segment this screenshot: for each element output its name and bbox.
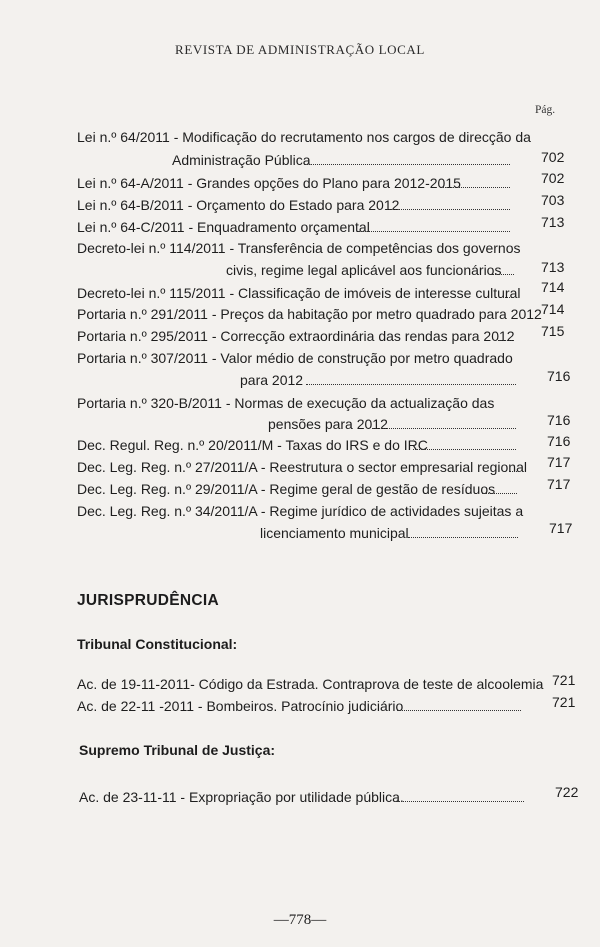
toc-entry-text: Ac. de 22-11 -2011 - Bombeiros. Patrocínio judiciário: [77, 698, 404, 714]
toc-entry-text: Lei n.º 64/2011 - Modificação do recrutamento nos cargos de direcção da: [77, 129, 531, 145]
toc-entry-text: Portaria n.º 307/2011 - Valor médio de construção por metro quadrado: [77, 350, 513, 366]
toc-entry-text: Decreto-lei n.º 115/2011 - Classificação de imóveis de interesse cultural: [77, 285, 521, 301]
leader-dots: [440, 187, 510, 188]
page-column-label: Pág.: [535, 104, 556, 116]
toc-page-number: 714: [541, 301, 565, 317]
toc-page-number: 702: [541, 170, 565, 186]
toc-entry-text: Portaria n.º 295/2011 - Correcção extraordinária das rendas para 2012: [77, 328, 515, 344]
subsection-title-supremo-tribunal: Supremo Tribunal de Justiça:: [79, 742, 276, 758]
leader-dots: [498, 340, 514, 341]
leader-dots: [492, 274, 514, 275]
leader-dots: [385, 209, 510, 210]
page-number-footer: —778—: [273, 912, 327, 928]
toc-entry-text-cont: civis, regime legal aplicável aos funcionários: [226, 262, 502, 278]
toc-entry-text: Dec. Leg. Reg. n.º 27/2011/A - Reestrutura o sector empresarial regional: [77, 459, 527, 475]
toc-page-number: 721: [552, 672, 576, 688]
toc-page-number: 716: [547, 433, 571, 449]
toc-page-number: 715: [541, 323, 565, 339]
toc-page-number: 713: [541, 259, 565, 275]
running-header: REVISTA DE ADMINISTRAÇÃO LOCAL: [175, 42, 425, 57]
leader-dots: [358, 231, 510, 232]
toc-page-number: 703: [541, 192, 565, 208]
leader-dots: [372, 428, 516, 429]
toc-page-number: 716: [547, 368, 571, 384]
toc-page-number: 713: [541, 214, 565, 230]
toc-entry-text: Decreto-lei n.º 114/2011 - Transferência de competências dos governos: [77, 240, 521, 256]
leader-dots: [413, 449, 516, 450]
toc-page-number: 702: [541, 149, 565, 165]
leader-dots: [304, 164, 510, 165]
toc-entry-text: Ac. de 19-11-2011- Código da Estrada. Contraprova de teste de alcoolemia: [77, 676, 544, 692]
section-title-jurisprudencia: JURISPRUDÊNCIA: [77, 592, 219, 609]
toc-page-number: 722: [555, 784, 579, 800]
leader-dots: [397, 710, 521, 711]
leader-dots: [396, 801, 524, 802]
toc-entry-text: Dec. Leg. Reg. n.º 34/2011/A - Regime jurídico de actividades sujeitas a: [77, 503, 524, 519]
toc-entry-text: Lei n.º 64-C/2011 - Enquadramento orçamental: [77, 219, 370, 235]
toc-entry-text: Lei n.º 64-A/2011 - Grandes opções do Plano para 2012-2015: [77, 175, 461, 191]
toc-entry-text: Lei n.º 64-B/2011 - Orçamento do Estado para 2012: [77, 197, 400, 213]
toc-page-number: 717: [549, 520, 573, 536]
leader-dots: [306, 384, 516, 385]
toc-entry-text-cont: pensões para 2012: [268, 416, 388, 432]
toc-page-number: 717: [547, 454, 571, 470]
toc-entry-text-cont: licenciamento municipal: [260, 525, 409, 541]
toc-page-number: 721: [552, 694, 576, 710]
leader-dots: [509, 471, 517, 472]
toc-entry-text: Portaria n.º 291/2011 - Preços da habitação por metro quadrado para 2012: [77, 306, 542, 322]
toc-entry-text: Dec. Leg. Reg. n.º 29/2011/A - Regime geral de gestão de resíduos: [77, 481, 496, 497]
toc-page-number: 717: [547, 476, 571, 492]
leader-dots: [482, 493, 517, 494]
toc-page-number: 714: [541, 279, 565, 295]
toc-entry-text: Dec. Regul. Reg. n.º 20/2011/M - Taxas do IRS e do IRC: [77, 437, 428, 453]
toc-entry-text-cont: para 2012: [240, 372, 304, 388]
toc-page-number: 716: [547, 412, 571, 428]
leader-dots: [503, 297, 514, 298]
toc-entry-text: Ac. de 23-11-11 - Expropriação por utilidade pública.: [79, 789, 404, 805]
toc-entry-text: Portaria n.º 320-B/2011 - Normas de execução da actualização das: [77, 395, 495, 411]
toc-entry-text-cont: Administração Pública: [172, 152, 311, 168]
subsection-title-tribunal-constitucional: Tribunal Constitucional:: [77, 636, 238, 652]
leader-dots: [408, 537, 518, 538]
